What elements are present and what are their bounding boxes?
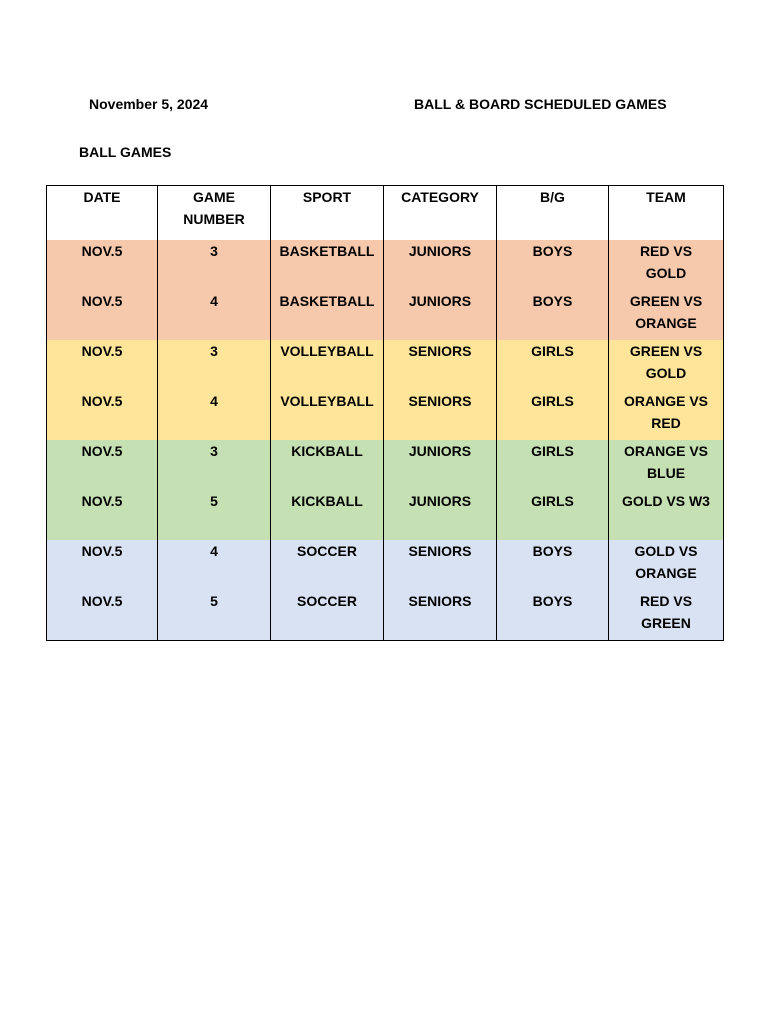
cell-category <box>384 540 497 641</box>
cell-entry <box>273 590 381 640</box>
cell-game-number <box>158 240 271 290</box>
cell-team <box>609 290 724 340</box>
cell-entry <box>160 590 268 640</box>
team-line: GREEN VS <box>629 343 703 359</box>
cell-entry <box>611 240 721 290</box>
cell-entry <box>499 290 606 340</box>
cell-sport-value: KICKBALL <box>291 443 363 459</box>
cell-game-number-value: 5 <box>210 493 218 509</box>
cell-sport <box>271 440 384 540</box>
cell-entry <box>499 390 606 440</box>
header-date <box>47 186 158 241</box>
cell-entry <box>49 440 155 490</box>
team-line: ORANGE VS <box>623 393 708 409</box>
cell-game-number-value: 3 <box>210 343 218 359</box>
header-game-number-line: NUMBER <box>183 211 245 227</box>
cell-entry <box>611 290 721 340</box>
cell-bg <box>497 540 609 641</box>
table-row <box>47 440 724 540</box>
cell-entry <box>499 590 606 640</box>
header-category <box>384 186 497 241</box>
cell-sport-value: BASKETBALL <box>279 243 375 259</box>
cell-game-number-value: 4 <box>210 393 218 409</box>
table-row <box>47 290 724 340</box>
document-title: BALL & BOARD SCHEDULED GAMES <box>414 96 667 112</box>
cell-bg <box>497 340 609 390</box>
cell-bg <box>497 440 609 540</box>
header-game-number-line: GAME <box>193 189 235 205</box>
team-line: GOLD <box>645 365 687 381</box>
cell-entry <box>386 290 494 340</box>
cell-bg-value: BOYS <box>532 243 573 259</box>
cell-sport-value: BASKETBALL <box>279 293 375 309</box>
cell-game-number <box>158 390 271 440</box>
table-row <box>47 390 724 440</box>
cell-entry <box>49 340 155 390</box>
team-line: GOLD <box>645 265 687 281</box>
cell-game-number-value: 4 <box>210 543 218 559</box>
table-header-row <box>47 186 724 241</box>
cell-category-value: SENIORS <box>408 343 472 359</box>
cell-date <box>47 440 158 540</box>
cell-date <box>47 390 158 440</box>
cell-category-value: JUNIORS <box>408 293 472 309</box>
header-date-line: DATE <box>83 189 121 205</box>
cell-entry <box>499 340 606 390</box>
header-category-line: CATEGORY <box>401 189 479 205</box>
team-line: ORANGE <box>635 315 697 331</box>
cell-entry <box>611 340 721 390</box>
cell-category <box>384 290 497 340</box>
cell-entry <box>160 290 268 340</box>
cell-bg <box>497 390 609 440</box>
cell-team <box>609 540 724 641</box>
cell-category-value: SENIORS <box>408 393 472 409</box>
cell-sport <box>271 290 384 340</box>
cell-sport <box>271 340 384 390</box>
table-row <box>47 540 724 641</box>
cell-team <box>609 240 724 290</box>
cell-entry <box>386 440 494 490</box>
cell-entry <box>386 340 494 390</box>
header-team-line: TEAM <box>646 189 686 205</box>
team-line: ORANGE <box>635 565 697 581</box>
cell-bg-value: GIRLS <box>531 493 574 509</box>
cell-date <box>47 340 158 390</box>
cell-sport-value: KICKBALL <box>291 493 363 509</box>
cell-entry <box>49 390 155 440</box>
cell-bg <box>497 290 609 340</box>
cell-game-number <box>158 440 271 540</box>
cell-team <box>609 340 724 390</box>
cell-entry <box>386 590 494 640</box>
cell-sport-value: VOLLEYBALL <box>280 393 374 409</box>
cell-sport-value: VOLLEYBALL <box>280 343 374 359</box>
header-bg <box>497 186 609 241</box>
cell-category <box>384 390 497 440</box>
document-date: November 5, 2024 <box>89 96 209 112</box>
cell-game-number-value: 5 <box>210 593 218 609</box>
schedule-table <box>46 185 724 641</box>
cell-entry <box>49 290 155 340</box>
cell-sport <box>271 390 384 440</box>
section-heading: BALL GAMES <box>79 144 172 160</box>
cell-category-value: JUNIORS <box>408 493 472 509</box>
cell-team <box>609 440 724 540</box>
cell-entry <box>273 440 381 490</box>
cell-date-value: NOV.5 <box>81 243 123 259</box>
cell-bg-value: BOYS <box>532 593 573 609</box>
team-line: BLUE <box>646 465 686 481</box>
cell-entry <box>386 540 494 590</box>
cell-date <box>47 240 158 290</box>
cell-entry <box>49 540 155 590</box>
cell-bg-value: GIRLS <box>531 443 574 459</box>
cell-game-number-value: 4 <box>210 293 218 309</box>
cell-entry <box>273 490 381 540</box>
cell-entry <box>611 490 721 540</box>
cell-entry <box>273 340 381 390</box>
cell-category-value: JUNIORS <box>408 243 472 259</box>
cell-entry <box>611 440 721 490</box>
cell-entry <box>273 390 381 440</box>
cell-bg-value: GIRLS <box>531 343 574 359</box>
team-line: RED VS <box>639 243 693 259</box>
cell-entry <box>499 440 606 490</box>
cell-game-number <box>158 340 271 390</box>
header-game-number <box>158 186 271 241</box>
cell-entry <box>499 540 606 590</box>
cell-entry <box>273 540 381 590</box>
cell-game-number-value: 3 <box>210 443 218 459</box>
cell-entry <box>49 240 155 290</box>
header-bg-line: B/G <box>540 189 565 205</box>
cell-entry <box>49 590 155 640</box>
cell-bg-value: BOYS <box>532 543 573 559</box>
cell-category-value: JUNIORS <box>408 443 472 459</box>
cell-sport <box>271 540 384 641</box>
cell-game-number-value: 3 <box>210 243 218 259</box>
cell-entry <box>160 340 268 390</box>
cell-entry <box>160 490 268 540</box>
cell-bg <box>497 240 609 290</box>
cell-date-value: NOV.5 <box>81 543 123 559</box>
cell-category <box>384 340 497 390</box>
cell-entry <box>49 490 155 540</box>
table-body <box>47 240 724 641</box>
cell-entry <box>273 240 381 290</box>
cell-sport-value: SOCCER <box>297 543 357 559</box>
team-line: GREEN VS <box>629 293 703 309</box>
team-line: GREEN <box>641 615 691 631</box>
cell-game-number <box>158 290 271 340</box>
cell-entry <box>499 490 606 540</box>
team-line: GOLD VS <box>634 543 698 559</box>
cell-entry <box>273 290 381 340</box>
cell-game-number <box>158 540 271 641</box>
team-line: RED <box>651 415 681 431</box>
team-line: RED VS <box>639 593 693 609</box>
cell-category <box>384 440 497 540</box>
cell-date-value: NOV.5 <box>81 493 123 509</box>
header-team <box>609 186 724 241</box>
cell-date <box>47 540 158 641</box>
cell-entry <box>160 540 268 590</box>
cell-entry <box>160 240 268 290</box>
cell-category <box>384 240 497 290</box>
cell-entry <box>160 390 268 440</box>
cell-entry <box>160 440 268 490</box>
cell-category-value: SENIORS <box>408 543 472 559</box>
cell-entry <box>499 240 606 290</box>
cell-bg-value: BOYS <box>532 293 573 309</box>
cell-entry <box>611 590 721 640</box>
cell-category-value: SENIORS <box>408 593 472 609</box>
cell-sport <box>271 240 384 290</box>
cell-team <box>609 390 724 440</box>
cell-date-value: NOV.5 <box>81 443 123 459</box>
cell-date-value: NOV.5 <box>81 343 123 359</box>
cell-entry <box>386 240 494 290</box>
cell-bg-value: GIRLS <box>531 393 574 409</box>
cell-date-value: NOV.5 <box>81 293 123 309</box>
cell-entry <box>611 390 721 440</box>
cell-entry <box>386 490 494 540</box>
table-row <box>47 340 724 390</box>
team-line: ORANGE VS <box>623 443 708 459</box>
table-row <box>47 240 724 290</box>
cell-date-value: NOV.5 <box>81 593 123 609</box>
team-line: GOLD VS W3 <box>622 493 710 509</box>
header-sport <box>271 186 384 241</box>
cell-sport-value: SOCCER <box>297 593 357 609</box>
cell-date-value: NOV.5 <box>81 393 123 409</box>
cell-entry <box>386 390 494 440</box>
cell-entry <box>611 540 721 590</box>
cell-date <box>47 290 158 340</box>
header-sport-line: SPORT <box>302 189 352 205</box>
